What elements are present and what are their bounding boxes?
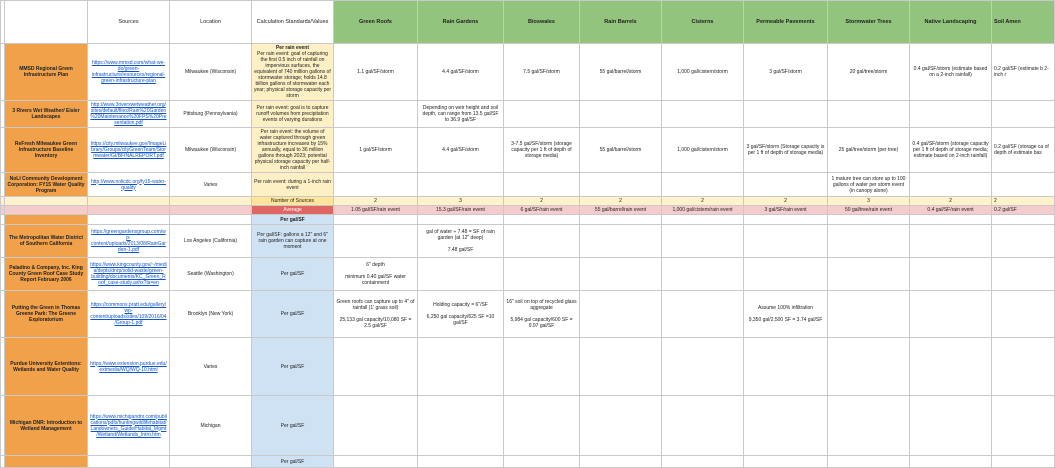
value-cell[interactable] — [992, 101, 1055, 128]
value-cell[interactable] — [504, 101, 580, 128]
value-cell[interactable]: 4.4 gal/SF/storm — [418, 44, 504, 101]
value-cell[interactable] — [992, 225, 1055, 258]
value-cell[interactable] — [662, 173, 744, 197]
value-cell[interactable] — [992, 456, 1055, 468]
sources-count-value[interactable]: 2 — [992, 197, 1055, 206]
value-cell[interactable] — [992, 173, 1055, 197]
average-value[interactable]: 1,000 gal/cistern/rain event — [662, 206, 744, 215]
calc-text: Per rain event: the volume of water captured through green infrastructure increases by 15% annually, equal to 36 million gallons through 2023; potential physical storage capacity per half-inch rainfall — [254, 129, 331, 171]
calc-cell[interactable]: Per gal/SF — [252, 338, 334, 396]
value-cell[interactable] — [504, 215, 580, 225]
value-cell[interactable]: Depending on weir height and soil depth, can range from 13.5 gal/SF to 36.9 gal/SF — [418, 101, 504, 128]
row-name-cell[interactable]: Paladino & Company, Inc. King County Green Roof Case Study Report February 2006 — [5, 258, 88, 291]
value-cell[interactable]: 3-7.5 gal/SF/storm (storage capacity per 1 ft of depth of storage media) — [504, 128, 580, 173]
value-cell[interactable]: 0.4 gal/SF/storm (estimate based on a 2-inch rainfall) — [910, 44, 992, 101]
value-cell[interactable] — [828, 225, 910, 258]
value-cell[interactable] — [910, 291, 992, 338]
sources-count-value[interactable]: 2 — [662, 197, 744, 206]
average-value[interactable]: 55 gal/barrel/rain event — [580, 206, 662, 215]
value-cell[interactable] — [744, 173, 828, 197]
value-cell[interactable]: 20 gal/tree/storm — [828, 44, 910, 101]
value-cell[interactable] — [828, 338, 910, 396]
calc-cell[interactable]: Per gal/SF — [252, 396, 334, 456]
value-cell[interactable] — [910, 258, 992, 291]
header-cell-rain-gardens[interactable]: Rain Gardens — [418, 1, 504, 44]
source-link-cell[interactable] — [88, 456, 170, 468]
value-cell[interactable] — [828, 215, 910, 225]
average-value[interactable]: 1.05 gal/SF/rain event — [334, 206, 418, 215]
value-cell[interactable] — [580, 173, 662, 197]
value-cell[interactable] — [744, 215, 828, 225]
location-cell[interactable]: Varies — [170, 338, 252, 396]
header-cell-stormwater-trees[interactable]: Stormwater Trees — [828, 1, 910, 44]
sources-count-value[interactable]: 2 — [744, 197, 828, 206]
value-cell[interactable]: 7.5 gal/SF/storm — [504, 44, 580, 101]
header-row — [1, 1, 1055, 44]
table-row — [1, 291, 1055, 338]
value-cell[interactable]: 55 gal/barrel/storm — [580, 44, 662, 101]
value-cell[interactable]: 1.1 gal/SF/storm — [334, 44, 418, 101]
average-label[interactable]: Average — [252, 206, 334, 215]
value-cell[interactable] — [910, 396, 992, 456]
average-value[interactable]: 0.2 gal/SF — [992, 206, 1055, 215]
value-cell[interactable] — [580, 456, 662, 468]
value-cell[interactable]: 25 gal/tree/storm (per tree) — [828, 128, 910, 173]
empty-cell[interactable] — [88, 206, 170, 215]
location-cell[interactable]: Milwaukee (Wisconsin) — [170, 128, 252, 173]
sources-count-value[interactable]: 2 — [910, 197, 992, 206]
row-name-cell[interactable]: MMSD Regional Green Infrastructure Plan — [5, 44, 88, 101]
value-cell[interactable] — [580, 225, 662, 258]
row-name-cell[interactable] — [5, 456, 88, 468]
row-name-cell[interactable]: ReFresh Milwaukee Green Infrastructure Baseline Inventory — [5, 128, 88, 173]
value-cell[interactable] — [992, 215, 1055, 225]
row-name-cell[interactable]: The Metropolitan Water District of Southern California — [5, 225, 88, 258]
value-cell[interactable] — [334, 215, 418, 225]
table-row — [1, 173, 1055, 197]
value-cell[interactable]: Assume 100% infiltration 9,350 gal/2,500 SF = 3.74 gal/SF — [744, 291, 828, 338]
value-cell[interactable] — [744, 456, 828, 468]
value-cell[interactable]: 1,000 gal/cistern/storm — [662, 128, 744, 173]
header-cell-calc[interactable]: Calculation Standards/Values — [252, 1, 334, 44]
value-cell[interactable] — [992, 258, 1055, 291]
value-cell[interactable] — [910, 456, 992, 468]
value-cell[interactable] — [334, 338, 418, 396]
value-cell[interactable]: 4.4 gal/SF/storm — [418, 128, 504, 173]
sources-count-value[interactable]: 3 — [828, 197, 910, 206]
header-cell-sources[interactable]: Sources — [88, 1, 170, 44]
location-cell[interactable]: Varies — [170, 173, 252, 197]
average-value[interactable]: 50 gal/tree/rain event — [828, 206, 910, 215]
value-cell[interactable] — [992, 291, 1055, 338]
value-cell[interactable] — [662, 291, 744, 338]
value-cell[interactable] — [910, 225, 992, 258]
value-cell[interactable] — [334, 173, 418, 197]
average-value[interactable]: 15.3 gal/SF/rain event — [418, 206, 504, 215]
value-cell[interactable]: 55 gal/barrel/storm — [580, 128, 662, 173]
calc-cell[interactable] — [252, 173, 334, 197]
location-cell[interactable]: Pittsburg (Pennsylvania) — [170, 101, 252, 128]
table-row — [1, 456, 1055, 468]
value-cell[interactable] — [662, 338, 744, 396]
calc-cell[interactable] — [252, 101, 334, 128]
value-cell[interactable] — [662, 456, 744, 468]
row-name-cell[interactable]: NoLI Community Development Corporation: FY15 Water Quality Program — [5, 173, 88, 197]
calc-text: Per rain event: during a 1-inch rain event — [254, 178, 331, 191]
empty-cell[interactable] — [88, 197, 170, 206]
value-cell[interactable] — [828, 291, 910, 338]
value-cell[interactable]: 1,000 gal/cistern/storm — [662, 44, 744, 101]
average-value[interactable]: 3 gal/SF/rain event — [744, 206, 828, 215]
empty-cell[interactable] — [170, 197, 252, 206]
source-link-cell[interactable]: http://www.3riverswetweather.org/sites/default/files/Rain%20Garden%20Maintenance%20FPS%20Presentation.pdf — [88, 101, 170, 128]
calc-text: Per rain event: goal is to capture runoff volumes from precipitation events of varying durations — [256, 105, 329, 123]
source-link-cell[interactable]: https://greengardensgroup.com/wp-content/uploads/2013/08/RainGarden-1.pdf — [88, 225, 170, 258]
value-cell[interactable] — [744, 396, 828, 456]
value-cell[interactable] — [910, 338, 992, 396]
calc-cell[interactable] — [252, 128, 334, 173]
sources-count-value[interactable]: 2 — [334, 197, 418, 206]
table-row — [1, 215, 1055, 225]
value-cell[interactable] — [910, 215, 992, 225]
location-cell[interactable]: Milwaukee (Wisconsin) — [170, 44, 252, 101]
value-cell[interactable] — [580, 291, 662, 338]
table-row — [1, 396, 1055, 456]
value-cell[interactable] — [662, 225, 744, 258]
location-cell[interactable] — [170, 215, 252, 225]
header-cell-soil-amendments[interactable]: Soil Amen — [992, 1, 1055, 44]
value-cell[interactable] — [334, 396, 418, 456]
value-cell[interactable] — [828, 101, 910, 128]
average-value[interactable]: 0.4 gal/SF/rain event — [910, 206, 992, 215]
value-cell[interactable] — [662, 396, 744, 456]
value-cell[interactable] — [334, 225, 418, 258]
value-cell[interactable] — [744, 225, 828, 258]
value-cell[interactable]: 1 mature tree can store up to 100 gallons of water per storm event (in canopy alone) — [828, 173, 910, 197]
sources-count-value[interactable]: 2 — [504, 197, 580, 206]
value-cell[interactable] — [662, 258, 744, 291]
value-cell[interactable] — [504, 258, 580, 291]
source-link-cell[interactable]: https://www.michigandnr.com/publications/pdfs/huntingwildlifehabitat/Landowners_Guide/Habitat_Mgmt/Wetland/Wetlands_Intro.htm — [88, 396, 170, 456]
row-name-cell[interactable]: Purdue University Extentions: Wetlands and Water Quality — [5, 338, 88, 396]
source-link-cell[interactable]: https://www.extension.purdue.edu/extmedia/WQ/WQ-10.html — [88, 338, 170, 396]
row-name-cell[interactable] — [5, 215, 88, 225]
sources-count-value[interactable]: 2 — [580, 197, 662, 206]
average — [1, 206, 1055, 215]
value-cell[interactable] — [828, 396, 910, 456]
value-cell[interactable] — [662, 101, 744, 128]
value-cell[interactable] — [744, 101, 828, 128]
value-cell[interactable] — [828, 258, 910, 291]
value-cell[interactable] — [744, 258, 828, 291]
calc-cell[interactable]: Per gal/SF — [252, 291, 334, 338]
value-cell[interactable] — [418, 396, 504, 456]
row-name-cell[interactable]: 3 Rivers Wet Weather/ Eisler Landscapes — [5, 101, 88, 128]
value-cell[interactable] — [580, 258, 662, 291]
calc-cell[interactable]: Per gal/SF — [252, 258, 334, 291]
header-cell-bioswales[interactable]: Bioswales — [504, 1, 580, 44]
value-cell[interactable] — [418, 338, 504, 396]
value-cell[interactable]: 1 gal/SF/storm — [334, 128, 418, 173]
value-cell[interactable] — [418, 173, 504, 197]
row-name-cell[interactable]: Putting the Green in Thomas Greene Park: The Greene Exploratorium — [5, 291, 88, 338]
table-row — [1, 128, 1055, 173]
value-cell[interactable]: Green roofs can capture up to 4" of rainfall (1' grass soil) 25,133 gal capacity/10,080 SF = 2.5 gal/SF — [334, 291, 418, 338]
location-cell[interactable]: Michigan — [170, 396, 252, 456]
value-cell[interactable] — [992, 396, 1055, 456]
header-cell-green-roofs[interactable]: Green Roofs — [334, 1, 418, 44]
value-cell[interactable]: 6" depth minimum 0.40 gal/SF water containment — [334, 258, 418, 291]
calc-text: Per rain event: goal of capturing the first 0.5 inch of rainfall on impervious surfaces, the equivalent of 740 million gallons of stormwater storage; holds 14.8 billion gallons of stormwater each year; physical storage capacity per storm — [254, 51, 331, 99]
source-link-cell[interactable]: https://www.mmsd.com/what-we-do/green-infrastructure/resources/regional-green-infrastructure-plan — [88, 44, 170, 101]
value-cell[interactable]: 16" soil on top of recycled glass aggregate 5,984 gal capacity/600 SF = 9.97 gal/SF — [504, 291, 580, 338]
table-row — [1, 338, 1055, 396]
table-row — [1, 225, 1055, 258]
table-row — [1, 44, 1055, 101]
value-cell[interactable] — [580, 396, 662, 456]
source-link-cell[interactable]: https://www.kingcounty.gov/~/media/depts/dnrp/solid-waste/green-building/documents/KC_Green_Roof_case-study.ashx?la=en — [88, 258, 170, 291]
location-cell[interactable]: Brooklyn (New York) — [170, 291, 252, 338]
value-cell[interactable] — [504, 456, 580, 468]
sources-count-label[interactable]: Number of Sources — [252, 197, 334, 206]
source-link-cell[interactable] — [88, 215, 170, 225]
header-cell-native-landscaping[interactable]: Native Landscaping — [910, 1, 992, 44]
value-cell[interactable] — [418, 215, 504, 225]
value-cell[interactable] — [580, 215, 662, 225]
calc-cell[interactable] — [252, 44, 334, 101]
calc-cell[interactable]: Per gal/SF — [252, 215, 334, 225]
value-cell[interactable] — [504, 396, 580, 456]
header-cell-rain-barrels[interactable]: Rain Barrels — [580, 1, 662, 44]
sources-count-value[interactable]: 3 — [418, 197, 504, 206]
value-cell[interactable] — [662, 215, 744, 225]
sources-count — [1, 197, 1055, 206]
value-cell[interactable] — [744, 338, 828, 396]
empty-cell[interactable] — [5, 197, 88, 206]
header-cell-permeable-pavements[interactable]: Permeable Pavements — [744, 1, 828, 44]
value-cell[interactable] — [580, 338, 662, 396]
calc-cell[interactable]: Per gal/SF — [252, 456, 334, 468]
source-link-cell[interactable]: http://www.nolicdc.org/fy15-water-quality — [88, 173, 170, 197]
source-link-cell[interactable]: https://commons.pratt.edu/gallery/wp-content/uploads/sites/109/2016/04/Group-1.pdf — [88, 291, 170, 338]
value-cell[interactable] — [334, 456, 418, 468]
value-cell[interactable]: 0.2 gal/SF (storage ca of depth of estimate bas — [992, 128, 1055, 173]
calc-heading: Per rain event — [275, 45, 310, 51]
header-cell-0[interactable] — [5, 1, 88, 44]
header-cell-location[interactable]: Location — [170, 1, 252, 44]
value-cell[interactable] — [504, 338, 580, 396]
value-cell[interactable] — [334, 101, 418, 128]
value-cell[interactable] — [418, 258, 504, 291]
value-cell[interactable] — [504, 225, 580, 258]
value-cell[interactable] — [504, 173, 580, 197]
source-link-cell[interactable]: https://city.milwaukee.gov/ImageLibrary/Groups/cityGreenTeam/Stormwater/GI/BFINALREPORT.pdf — [88, 128, 170, 173]
calc-cell[interactable]: Per gal/SF: gallons a 12" and 6" rain garden can capture at one moment — [252, 225, 334, 258]
table-row — [1, 258, 1055, 291]
value-cell[interactable] — [828, 456, 910, 468]
value-cell[interactable] — [418, 456, 504, 468]
value-cell[interactable] — [992, 338, 1055, 396]
value-cell[interactable] — [910, 173, 992, 197]
empty-cell[interactable] — [5, 206, 88, 215]
location-cell[interactable]: Seattle (Washington) — [170, 258, 252, 291]
value-cell[interactable] — [910, 101, 992, 128]
location-cell[interactable]: Los Angeles (California) — [170, 225, 252, 258]
value-cell[interactable]: 0.2 gal/SF (estimate b 2-inch r — [992, 44, 1055, 101]
empty-cell[interactable] — [170, 206, 252, 215]
header-cell-cisterns[interactable]: Cisterns — [662, 1, 744, 44]
row-name-cell[interactable]: Michigan DNR: Introduction to Wetland Management — [5, 396, 88, 456]
value-cell[interactable] — [580, 101, 662, 128]
value-cell[interactable]: 0.4 gal/SF/storm (storage capacity per 1 ft of depth of storage media; estimate based on 2-inch rainfall) — [910, 128, 992, 173]
value-cell[interactable]: 3 gal/SF/storm (Storage capacity is per 1 ft of depth of storage media) — [744, 128, 828, 173]
value-cell[interactable]: Holding capacity = 6"/SF 6,250 gal capacity/625 SF =10 gal/SF — [418, 291, 504, 338]
value-cell[interactable]: gal of water ÷ 7.48 = SF of rain garden (at 12" deep) 7.48 gal/SF — [418, 225, 504, 258]
average-value[interactable]: 6 gal/SF/rain event — [504, 206, 580, 215]
location-cell[interactable] — [170, 456, 252, 468]
value-cell[interactable]: 3 gal/SF/storm — [744, 44, 828, 101]
table-row — [1, 101, 1055, 128]
